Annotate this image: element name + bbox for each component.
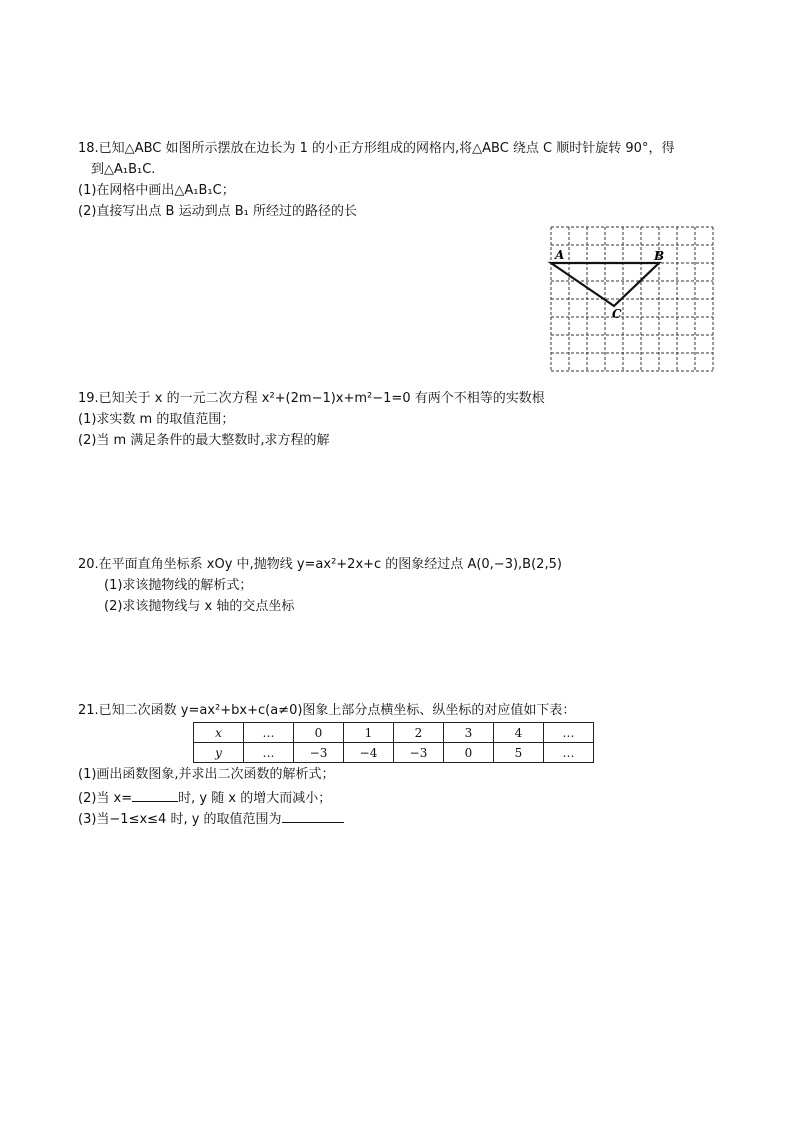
table-cell: −3 [294,743,344,763]
q19-line1: 19.已知关于 x 的一元二次方程 x²+(2m−1)x+m²−1=0 有两个不相等的实数根 [78,391,545,406]
label-a: A [555,248,565,262]
q20-line1: 20.在平面直角坐标系 xOy 中,抛物线 y=ax²+2x+c 的图象经过点 A(0,−3),B(2,5) [78,557,562,572]
table-row-y [194,743,594,763]
table-cell: 1 [344,723,394,743]
table-row-x [194,723,594,743]
q21-part1: (1)画出函数图象,并求出二次函数的解析式； [78,767,335,782]
q21-part2 [78,787,331,808]
table-cell: … [244,723,294,743]
table-cell: −4 [344,743,394,763]
table-cell: 0 [444,743,494,763]
table-cell: 0 [294,723,344,743]
q18-part1: (1)在网格中画出△A₁B₁C； [78,183,235,198]
label-c: C [612,307,622,321]
q18-part2: (2)直接写出点 B 运动到点 B₁ 所经过的路径的长 [78,204,357,219]
table-cell: … [544,743,594,763]
table-cell: 2 [394,723,444,743]
q20-part1: (1)求该抛物线的解析式； [104,578,253,593]
q18-line1: 18.已知△ABC 如图所示摆放在边长为 1 的小正方形组成的网格内,将△ABC 绕点 C 顺时针旋转 90°，得 [78,141,675,156]
table-cell: … [544,723,594,743]
q21-part3-prefix: (3)当−1≤x≤4 时, y 的取值范围为 [78,812,282,827]
table-cell: … [244,743,294,763]
table-cell: 5 [494,743,544,763]
answer-blank-range[interactable] [282,808,344,823]
grid-lines [551,227,713,371]
table-cell: 3 [444,723,494,743]
table-cell: 4 [494,723,544,743]
q18-line2: 到△A₁B₁C. [91,162,156,177]
q21-part2-suffix: 时, y 随 x 的增大而减小； [178,791,332,806]
q20-part2: (2)求该抛物线与 x 轴的交点坐标 [104,599,295,614]
label-b: B [654,249,665,263]
q19-part1: (1)求实数 m 的取值范围； [78,412,235,427]
table-cell: y [194,743,244,763]
table-cell: −3 [394,743,444,763]
table-cell: x [194,723,244,743]
value-table [193,722,594,763]
q19-part2: (2)当 m 满足条件的最大整数时,求方程的解 [78,433,330,448]
grid-figure [546,222,716,382]
q21-part2-prefix: (2)当 x= [78,791,133,806]
answer-blank-x[interactable] [132,787,178,802]
q21-part3 [78,808,344,829]
q21-line1: 21.已知二次函数 y=ax²+bx+c(a≠0)图象上部分点横坐标、纵坐标的对应值如下表： [78,703,576,718]
